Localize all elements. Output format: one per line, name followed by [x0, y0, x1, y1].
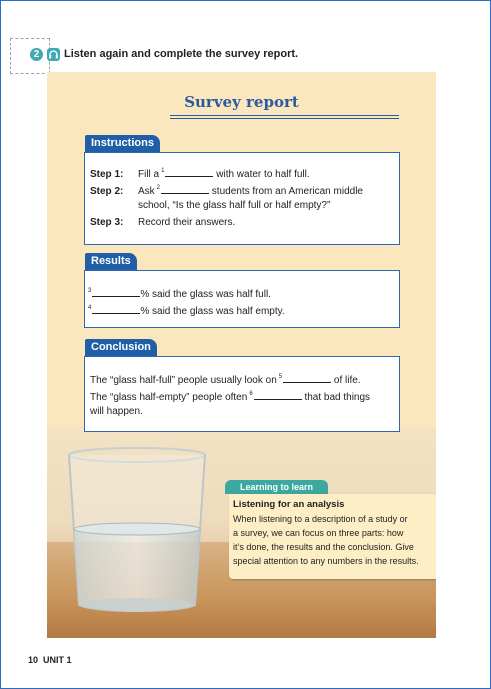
blank-3[interactable] — [92, 285, 140, 297]
result-2: $^4$ % said the glass was half empty. — [88, 300, 285, 320]
title-rule-top — [170, 115, 399, 116]
task-instruction: Listen again and complete the survey report. — [64, 48, 299, 60]
page-footer — [28, 655, 72, 665]
glass-of-water-image — [67, 447, 207, 617]
learning-title: Listening for an analysis — [233, 499, 345, 510]
step-2: Step 2: Ask $^2$ students from an American middle — [90, 180, 363, 200]
conclusion-line-1: The “glass half-full” people usually look on $^5$ of life. — [90, 369, 361, 389]
learning-to-learn-tab: Learning to learn — [225, 480, 328, 494]
survey-panel — [47, 72, 436, 638]
learning-body: When listening to a description of a study or a survey, we can focus on three parts: how it’s done, the results and the conclusion. Give special attention to any numbers in the results. — [233, 514, 419, 566]
blank-4[interactable] — [92, 302, 140, 314]
learning-to-learn-box — [229, 494, 436, 579]
blank-5[interactable] — [283, 371, 331, 383]
step-3: Step 3: Record their answers. — [90, 217, 236, 228]
conclusion-line-2: The “glass half-empty” people often $^6$ that bad things — [90, 386, 370, 406]
results-box — [84, 270, 400, 328]
blank-2[interactable] — [161, 182, 209, 194]
conclusion-heading: Conclusion — [85, 339, 157, 356]
step-1: Step 1: Fill a $^1$ with water to half full. — [90, 163, 310, 183]
report-title: Survey report — [184, 93, 299, 111]
conclusion-box — [84, 356, 400, 432]
activity-number: 2 — [30, 48, 43, 61]
blank-1[interactable] — [165, 165, 213, 177]
results-heading: Results — [85, 253, 137, 270]
unit-label: UNIT 1 — [43, 655, 72, 665]
instructions-heading: Instructions — [85, 135, 160, 152]
step-2-continued: school, “Is the glass half full or half empty?” — [138, 200, 331, 211]
result-1: $^3$ % said the glass was half full. — [88, 283, 271, 303]
headphones-icon — [47, 48, 60, 61]
blank-6[interactable] — [254, 388, 302, 400]
title-rule-bottom — [170, 118, 399, 119]
conclusion-line-3: will happen. — [90, 406, 143, 417]
page-number: 10 — [28, 655, 39, 665]
instructions-box — [84, 152, 400, 245]
